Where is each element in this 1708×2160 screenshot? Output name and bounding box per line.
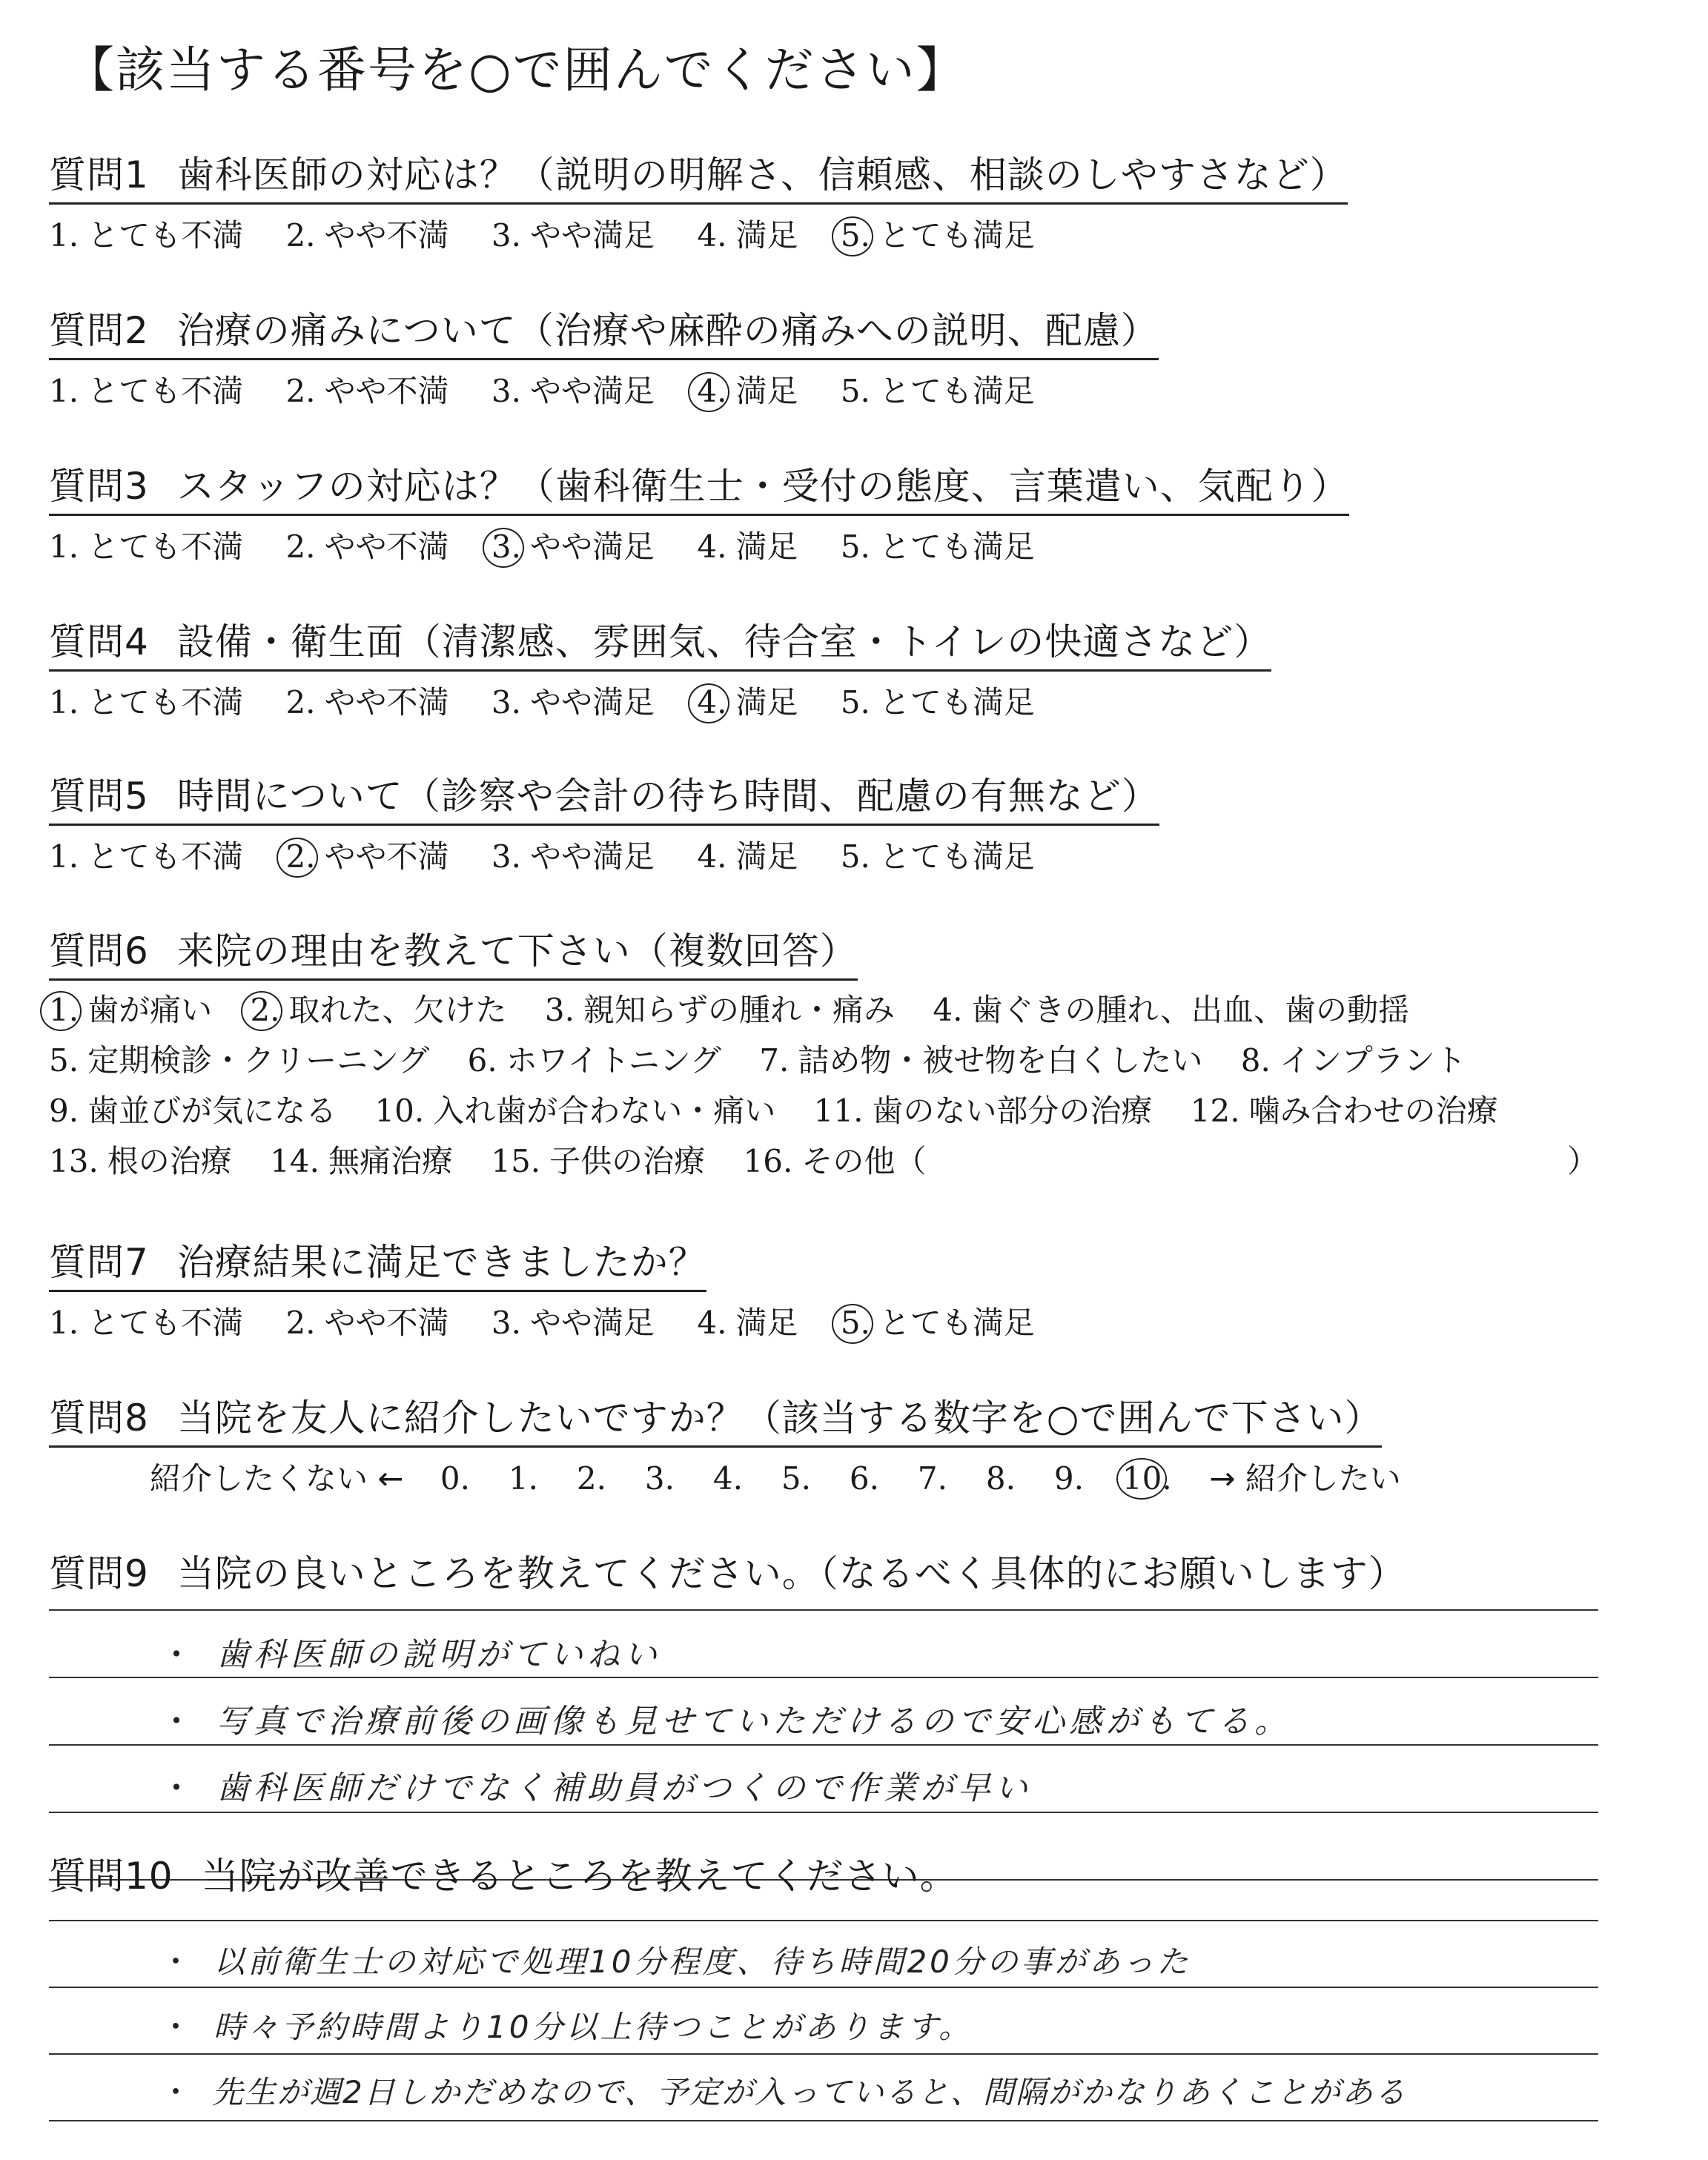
option-row <box>49 836 1680 878</box>
option-2[interactable]: 2. やや不満 <box>285 529 449 565</box>
answer-line <box>49 1744 1598 1746</box>
option-1[interactable]: 1. とても不満 <box>49 529 244 565</box>
handwritten-answer: ・ 先生が週2日しかだめなので、予定が入っていると、間隔がかなりあくことがある <box>160 2074 1407 2110</box>
question-5 <box>49 773 1680 878</box>
scale-left-label: 紹介したくない ← <box>150 1460 404 1497</box>
scale-1[interactable]: 1. <box>508 1460 538 1497</box>
scale-5[interactable]: 5. <box>781 1460 811 1497</box>
option-4[interactable]: 4. 満足 <box>697 838 798 875</box>
option-5[interactable]: 5. とても満足 <box>840 529 1035 565</box>
question-9 <box>49 1551 1680 1902</box>
question-number: 質問3 <box>49 465 149 508</box>
option-4[interactable]: 4. 満足 <box>697 217 798 254</box>
option-3-circled[interactable]: 3. やや満足 <box>491 526 655 568</box>
question-text: スタッフの対応は？（歯科衛生士・受付の態度、言葉遣い、気配り） <box>176 465 1349 508</box>
option-4[interactable]: 4. 満足 <box>697 1305 798 1341</box>
option-1[interactable]: 1. とても不満 <box>49 1305 244 1341</box>
answer-line <box>49 1609 1598 1611</box>
question-1 <box>49 152 1680 256</box>
question-title <box>49 1853 958 1904</box>
answer-area <box>49 1908 1680 2160</box>
handwritten-answer: ・ 以前衛生士の対応で処理10分程度、待ち時間20分の事があった <box>160 1944 1191 1980</box>
reason-14[interactable]: 14. 無痛治療 <box>270 1143 453 1179</box>
option-2[interactable]: 2. やや不満 <box>285 1305 449 1341</box>
form-heading: 【該当する番号を○で囲んでください】 <box>65 42 967 99</box>
reason-10[interactable]: 10. 入れ歯が合わない・痛い <box>374 1093 776 1129</box>
reason-15[interactable]: 15. 子供の治療 <box>491 1143 706 1179</box>
answer-line <box>49 1677 1598 1678</box>
question-2 <box>49 308 1680 412</box>
option-3[interactable]: 3. やや満足 <box>491 1305 655 1341</box>
scale-2[interactable]: 2. <box>576 1460 606 1497</box>
option-2[interactable]: 2. やや不満 <box>285 217 449 254</box>
answer-line <box>49 2120 1598 2121</box>
handwritten-answer: ・ 歯科医師の説明がていねい <box>160 1636 661 1674</box>
other-close-paren: ） <box>1566 1143 1598 1179</box>
reason-6[interactable]: 6. ホワイトニング <box>467 1042 721 1079</box>
option-5[interactable]: 5. とても満足 <box>840 373 1035 409</box>
option-1[interactable]: 1. とても不満 <box>49 684 244 720</box>
option-1[interactable]: 1. とても不満 <box>49 373 244 409</box>
question-number: 質問10 <box>49 1855 173 1898</box>
option-row <box>49 371 1680 412</box>
option-row <box>49 526 1680 568</box>
reason-2-circled[interactable]: 2. 取れた、欠けた <box>250 990 506 1031</box>
question-text: 治療の痛みについて（治療や麻酔の痛みへの説明、配慮） <box>176 309 1159 352</box>
option-row-2 <box>49 1040 1680 1081</box>
question-title <box>49 463 1349 516</box>
option-row <box>49 215 1680 256</box>
question-title <box>49 308 1159 360</box>
scale-8[interactable]: 8. <box>985 1460 1016 1497</box>
option-row-1 <box>49 990 1680 1031</box>
question-title <box>49 1395 1382 1448</box>
option-2[interactable]: 2. やや不満 <box>285 684 449 720</box>
scale-7[interactable]: 7. <box>917 1460 947 1497</box>
question-7 <box>49 1239 1680 1344</box>
question-text: 当院の良いところを教えてください。（なるべく具体的にお願いします） <box>176 1552 1406 1595</box>
recommend-scale <box>49 1458 1680 1500</box>
question-text: 来院の理由を教えて下さい（複数回答） <box>176 930 858 973</box>
question-8 <box>49 1395 1680 1500</box>
scale-4[interactable]: 4. <box>712 1460 743 1497</box>
handwritten-answer: ・ 歯科医師だけでなく補助員がつくので作業が早い <box>160 1769 1032 1807</box>
option-2-circled[interactable]: 2. やや不満 <box>285 836 448 878</box>
reason-11[interactable]: 11. 歯のない部分の治療 <box>813 1093 1153 1129</box>
question-number: 質問4 <box>49 620 149 663</box>
option-5-circled[interactable]: 5. とても満足 <box>841 1302 1035 1344</box>
question-text: 時間について（診察や会計の待ち時間、配慮の有無など） <box>176 775 1159 818</box>
question-title <box>49 152 1348 205</box>
question-text: 治療結果に満足できましたか？ <box>176 1241 706 1284</box>
answer-line <box>49 1920 1598 1921</box>
option-5[interactable]: 5. とても満足 <box>840 684 1035 720</box>
reason-12[interactable]: 12. 噛み合わせの治療 <box>1190 1093 1498 1129</box>
question-title <box>49 773 1159 826</box>
reason-9[interactable]: 9. 歯並びが気になる <box>49 1093 337 1129</box>
question-number: 質問6 <box>49 930 149 973</box>
scale-0[interactable]: 0. <box>440 1460 470 1497</box>
scale-right-label: → 紹介したい <box>1209 1460 1401 1497</box>
option-row <box>49 1302 1680 1344</box>
question-title <box>49 1239 706 1292</box>
scale-10-circled[interactable]: 10. <box>1122 1458 1199 1500</box>
handwritten-answer: ・ 写真で治療前後の画像も見せていただけるので安心感がもてる。 <box>160 1703 1291 1740</box>
question-number: 質問2 <box>49 309 149 352</box>
scale-3[interactable]: 3. <box>644 1460 675 1497</box>
question-text: 設備・衛生面（清潔感、雰囲気、待合室・トイレの快適さなど） <box>176 620 1272 663</box>
answer-line <box>49 1987 1598 1988</box>
question-title <box>49 1551 1406 1601</box>
option-3[interactable]: 3. やや満足 <box>491 373 655 409</box>
answer-line <box>49 1812 1598 1813</box>
question-text: 当院を友人に紹介したいですか？（該当する数字を○で囲んで下さい） <box>176 1397 1383 1440</box>
question-text: 歯科医師の対応は？（説明の明解さ、信頼感、相談のしやすさなど） <box>176 153 1348 196</box>
reason-7[interactable]: 7. 詰め物・被せ物を白くしたい <box>759 1042 1203 1079</box>
option-1[interactable]: 1. とても不満 <box>49 838 244 875</box>
question-number: 質問7 <box>49 1241 149 1284</box>
option-3[interactable]: 3. やや満足 <box>491 684 655 720</box>
question-title <box>49 619 1271 672</box>
option-1[interactable]: 1. とても不満 <box>49 217 244 254</box>
option-5-circled[interactable]: 5. とても満足 <box>841 215 1035 256</box>
question-4 <box>49 619 1680 723</box>
scale-9[interactable]: 9. <box>1053 1460 1084 1497</box>
reason-13[interactable]: 13. 根の治療 <box>49 1143 232 1179</box>
question-text: 当院が改善できるところを教えてください。 <box>201 1855 958 1898</box>
reason-8[interactable]: 8. インプラント <box>1240 1042 1466 1079</box>
option-row-3 <box>49 1090 1680 1132</box>
option-5[interactable]: 5. とても満足 <box>840 838 1035 875</box>
question-number: 質問5 <box>49 775 149 818</box>
question-3 <box>49 463 1680 568</box>
option-4-circled[interactable]: 4. 満足 <box>697 682 798 723</box>
question-number: 質問1 <box>49 153 149 196</box>
question-number: 質問9 <box>49 1552 149 1595</box>
answer-line <box>49 2053 1598 2055</box>
option-3[interactable]: 3. やや満足 <box>491 217 655 254</box>
question-number: 質問8 <box>49 1397 149 1440</box>
question-6 <box>49 928 1680 1182</box>
option-4-circled[interactable]: 4. 満足 <box>697 371 798 412</box>
option-4[interactable]: 4. 満足 <box>697 529 798 565</box>
scale-6[interactable]: 6. <box>849 1460 879 1497</box>
reason-16-other[interactable]: 16. その他（ <box>743 1143 927 1179</box>
question-10 <box>49 1853 1680 2160</box>
reason-3[interactable]: 3. 親知らずの腫れ・痛み <box>544 992 895 1028</box>
reason-1-circled[interactable]: 1. 歯が痛い <box>49 990 212 1031</box>
handwritten-answer: ・ 時々予約時間より10分以上待つことがあります。 <box>160 2009 973 2045</box>
question-title <box>49 928 858 981</box>
reason-4[interactable]: 4. 歯ぐきの腫れ、出血、歯の動揺 <box>933 992 1409 1028</box>
option-3[interactable]: 3. やや満足 <box>491 838 655 875</box>
option-row <box>49 682 1680 723</box>
reason-5[interactable]: 5. 定期検診・クリーニング <box>49 1042 430 1079</box>
option-2[interactable]: 2. やや不満 <box>285 373 449 409</box>
option-row-4 <box>49 1141 1680 1182</box>
